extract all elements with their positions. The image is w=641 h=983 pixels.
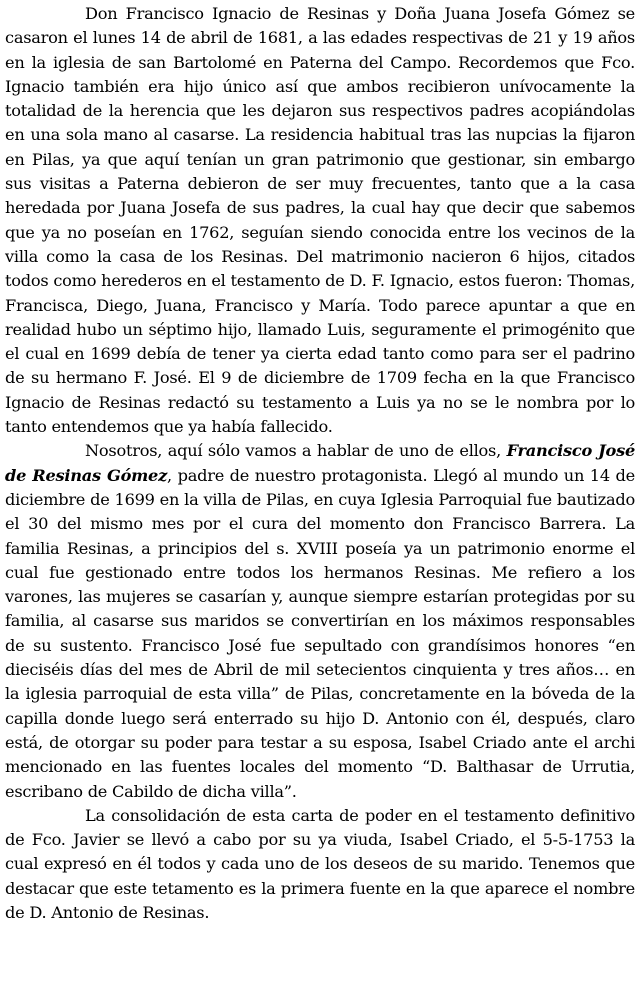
paragraph-francisco-jose-intro: Nosotros, aquí sólo vamos a hablar de uno de ellos, (85, 441, 507, 461)
paragraph-francisco-jose-body: , padre de nuestro protagonista. Llegó al mundo un 14 de diciembre de 1699 en la villa de Pilas, en cuya Iglesia Parroquial fue bautizado el 30 del mismo mes por el cura del momento don Francisco Barrera. La familia Resinas, a principios del s. XVIII poseía ya un patrimonio enorme el cual fue gestionado entre todos los hermanos Resinas. Me refiero a los varones, las mujeres se casarían y, aunque siempre estarían protegidas por su familia, al casarse sus maridos se convertirían en los máximos responsables de su sustento. Francisco José fue sepultado con grandísimos honores “en dieciséis días del mes de Abril de mil setecientos cinquienta y tres años… en la iglesia parroquial de esta villa” de Pilas, concretamente en la bóveda de la capilla donde luego será enterrado su hijo D. Antonio con él, después, claro está, de otorgar su poder para testar a su esposa, Isabel Criado ante el archi mencionado en las fuentes locales del momento “D. Balthasar de Urrutia, escribano de Cabildo de dicha villa”. (5, 465, 635, 801)
paragraph-francisco-jose (5, 439, 635, 803)
emphasized-name: Francisco José de Resinas Gómez (5, 441, 635, 485)
paragraph-marriage: Don Francisco Ignacio de Resinas y Doña Juana Josefa Gómez se casaron el lunes 14 de abril de 1681, a las edades respectivas de 21 y 19 años en la iglesia de san Bartolomé en Paterna del Campo. Recordemos que Fco. Ignacio también era hijo único así que ambos recibieron unívocamente la totalidad de la herencia que les dejaron sus respectivos padres acopiándolas en una sola mano al casarse. La residencia habitual tras las nupcias la fijaron en Pilas, ya que aquí tenían un gran patrimonio que gestionar, sin embargo sus visitas a Paterna debieron de ser muy frecuentes, tanto que a la casa heredada por Juana Josefa de sus padres, la cual hay que decir que sabemos que ya no poseían en 1762, seguían siendo conocida entre los vecinos de la villa como la casa de los Resinas. Del matrimonio nacieron 6 hijos, citados todos como herederos en el testamento de D. F. Ignacio, estos fueron: Thomas, Francisca, Diego, Juana, Francisco y María. Todo parece apuntar a que en realidad hubo un séptimo hijo, llamado Luis, seguramente el primogénito que el cual en 1699 debía de tener ya cierta edad tanto como para ser el padrino de su hermano F. José. El 9 de diciembre de 1709 fecha en la que Francisco Ignacio de Resinas redactó su testamento a Luis ya no se le nombra por lo tanto entendemos que ya había fallecido. (5, 4, 635, 437)
paragraph-testament: La consolidación de esta carta de poder en el testamento definitivo de Fco. Javier se llevó a cabo por su ya viuda, Isabel Criado, el 5-5-1753 la cual expresó en él todos y cada uno de los deseos de su marido. Tenemos que destacar que este tetamento es la primera fuente en la que aparece el nombre de D. Antonio de Resinas. (5, 805, 635, 922)
